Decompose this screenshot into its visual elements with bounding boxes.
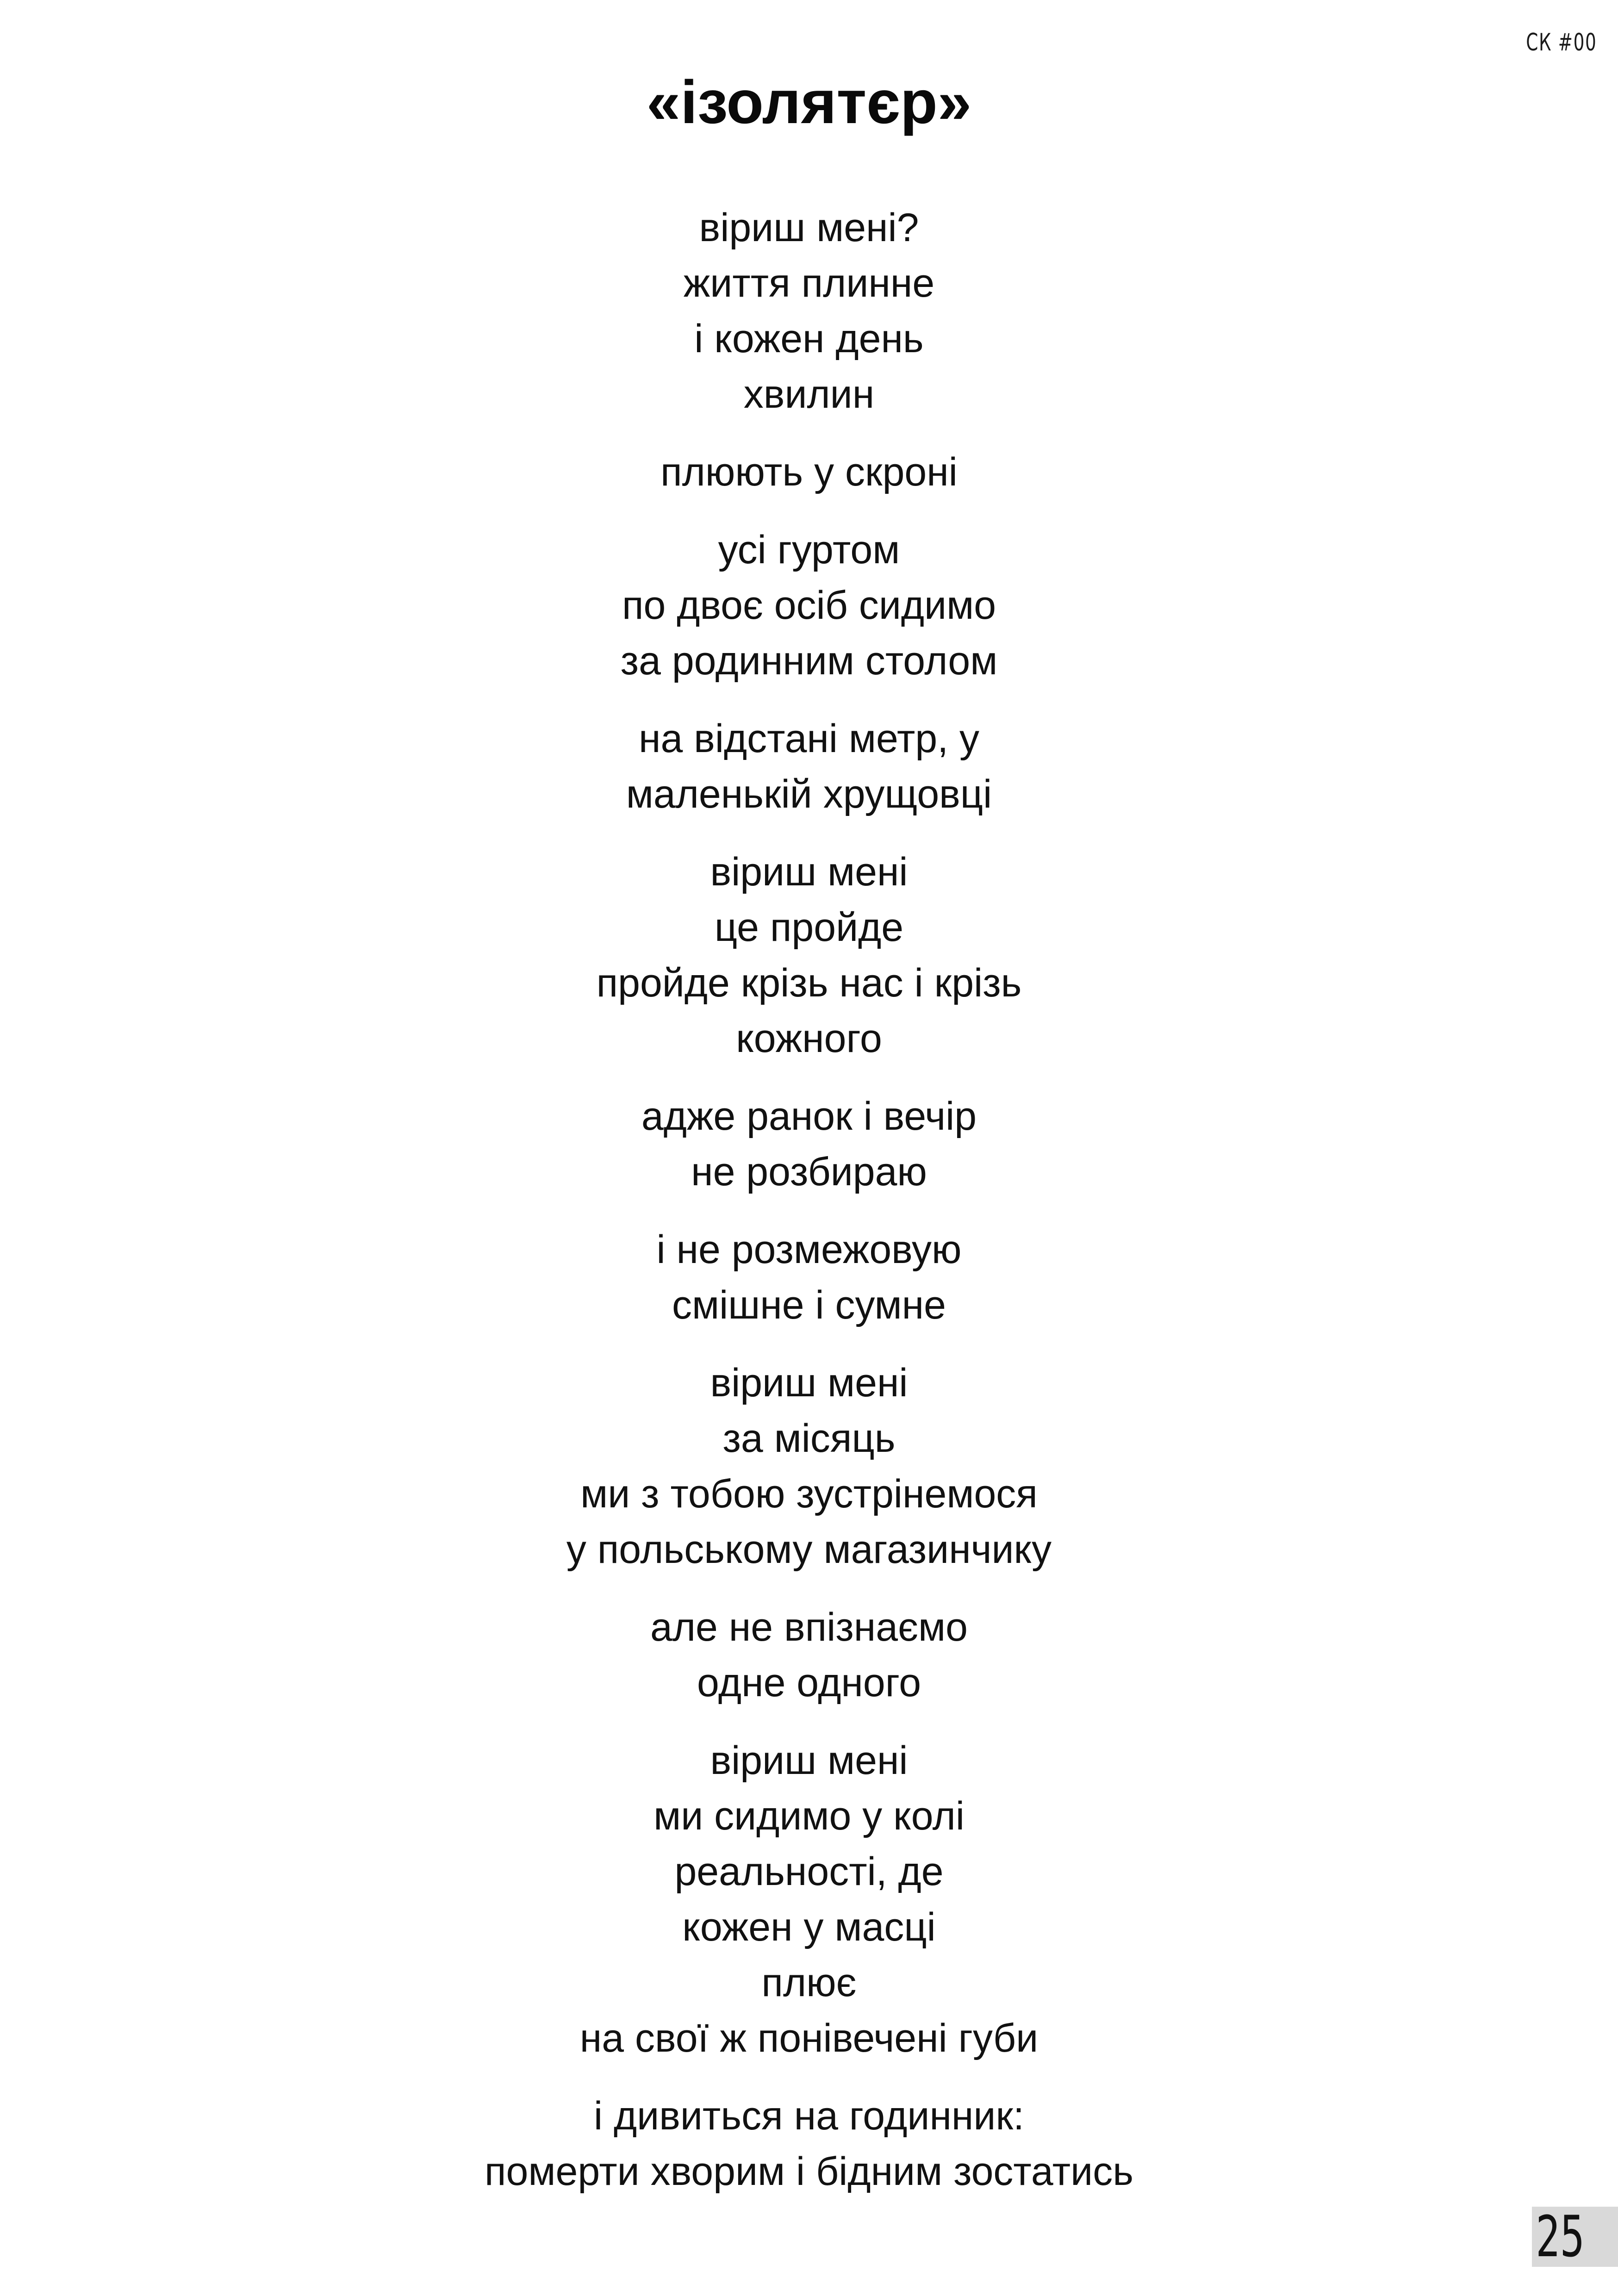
page-number-box bbox=[1532, 2204, 1618, 2270]
stanza bbox=[0, 711, 1618, 822]
poem-line: померти хворим і бідним зостатись bbox=[484, 2149, 1134, 2194]
poem-line: по двоє осіб сидимо bbox=[622, 583, 996, 628]
poem-line: віриш мені bbox=[710, 1361, 908, 1405]
page-number: 25 bbox=[1536, 2204, 1585, 2270]
poem-line: одне одного bbox=[697, 1661, 921, 1705]
poem-line: і кожен день bbox=[694, 317, 924, 361]
poem-line: плює bbox=[761, 1960, 857, 2005]
poem-line: і дивиться на годинник: bbox=[593, 2094, 1024, 2138]
stanza bbox=[0, 1355, 1618, 1577]
stanza bbox=[0, 844, 1618, 1066]
stanza bbox=[0, 1599, 1618, 1711]
poem-line: віриш мені bbox=[710, 850, 908, 894]
poem-title: «ізолятєр» bbox=[646, 68, 972, 136]
stanza bbox=[0, 1733, 1618, 2066]
poem-line: кожен у масці bbox=[682, 1905, 936, 1949]
poem-line: плюють у скроні bbox=[660, 450, 958, 494]
issue-label: СК #00 bbox=[1525, 29, 1597, 56]
poem-line: у польському магазинчику bbox=[566, 1527, 1052, 1572]
stanza bbox=[0, 200, 1618, 422]
stanza bbox=[0, 444, 1618, 500]
poem-line: на свої ж понівечені губи bbox=[579, 2016, 1039, 2060]
poem-line: не розбираю bbox=[691, 1150, 927, 1194]
poem-line: життя плинне bbox=[683, 261, 935, 305]
poem-line: і не розмежовую bbox=[656, 1227, 962, 1272]
poem-line: реальності, де bbox=[674, 1849, 944, 1894]
stanza bbox=[0, 2088, 1618, 2199]
poem-line: ми з тобою зустрінемося bbox=[580, 1472, 1038, 1516]
poem-line: ми сидимо у колі bbox=[653, 1794, 965, 1838]
poem-body bbox=[0, 200, 1618, 2221]
poem-line: кожного bbox=[736, 1016, 882, 1061]
poem-line: за місяць bbox=[722, 1416, 896, 1461]
poem-line: адже ранок і вечір bbox=[641, 1094, 977, 1139]
poem-line: але не впізнаємо bbox=[650, 1605, 968, 1649]
poem-line: віриш мені? bbox=[699, 205, 919, 250]
poem-line: смішне і сумне bbox=[672, 1283, 946, 1327]
poem-line: усі гуртом bbox=[718, 528, 900, 572]
poem-line: за родинним столом bbox=[620, 639, 998, 683]
poem-line: маленькій хрущовці bbox=[626, 772, 992, 816]
poem-line: це пройде bbox=[714, 905, 904, 950]
stanza bbox=[0, 1089, 1618, 1200]
stanza bbox=[0, 1222, 1618, 1333]
stanza bbox=[0, 522, 1618, 689]
poem-line: віриш мені bbox=[710, 1738, 908, 1783]
poem-line: на відстані метр, у bbox=[638, 716, 980, 761]
poem-line: хвилин bbox=[743, 372, 875, 417]
poem-line: пройде крізь нас і крізь bbox=[596, 961, 1022, 1005]
